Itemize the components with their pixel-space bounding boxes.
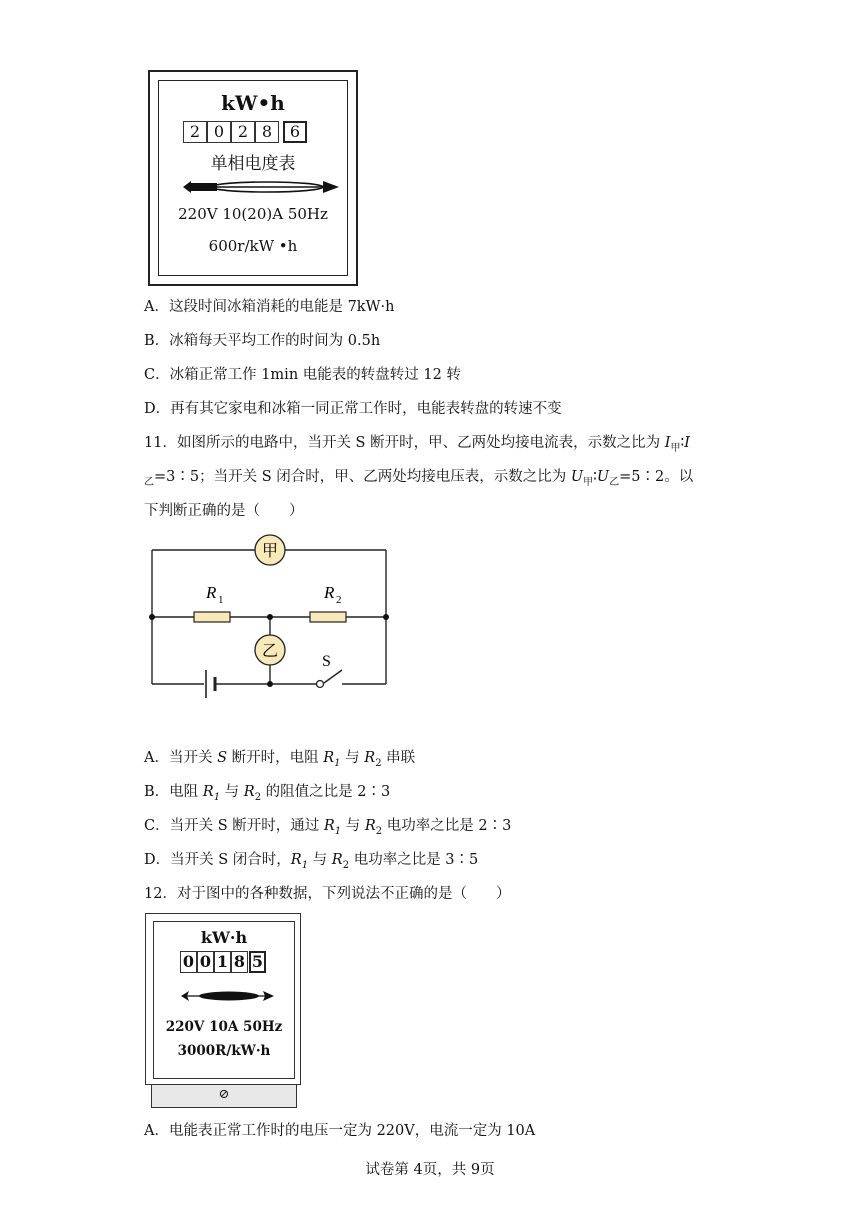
meter-specs: 220V 10A 50Hz [165,1019,283,1035]
stem-text: =5∶2。以 [619,469,694,485]
option-a: A．这段时间冰箱消耗的电能是 7kW·h [144,299,395,315]
rotating-disc-arrow-icon [179,988,275,1004]
text: 电功率之比是 2∶3 [382,818,512,834]
circuit-diagram [140,534,400,704]
question-12-stem: 12．对于图中的各种数据，下列说法不正确的是（ ） [144,886,511,902]
subscript: 1 [213,791,221,803]
option-d [144,850,478,876]
meter-digit: 2 [231,121,255,143]
meter-revolutions: 600r/kW •h [208,237,298,255]
meter-digits [183,121,307,143]
stem-text: 11．如图所示的电路中，当开关 S 断开时，甲、乙两处均接电流表，示数之比为 [144,435,665,451]
text: 串联 [381,750,416,766]
stem-text: =3∶5；当开关 S 闭合时，甲、乙两处均接电压表，示数之比为 [154,469,571,485]
r1-subscript: 1 [218,594,224,606]
junction-dot [149,614,155,620]
subscript: 1 [301,859,309,871]
option-b: B．冰箱每天平均工作的时间为 0.5h [144,333,381,349]
meter-digit: 1 [214,951,231,973]
meter-unit: kW·h [200,928,248,947]
subscript: 乙 [144,476,154,488]
subscript: 2 [254,791,262,803]
text: B．电阻 [144,784,203,800]
meter-digit-decimal: 6 [283,121,307,143]
text: 与 [341,818,365,834]
subscript: 2 [375,825,383,837]
option-c: C．冰箱正常工作 1min 电能表的转盘转过 12 转 [144,367,461,383]
junction-dot [267,614,273,620]
meter-yi-label: 乙 [261,641,279,660]
current-symbol: I [684,435,690,451]
electric-meter-figure-1 [148,70,358,286]
subscript: 2 [375,757,382,769]
switch-contact [317,681,324,688]
electric-meter-figure-2 [145,913,301,1108]
meter-revolutions: 3000R/kW·h [177,1043,271,1059]
text: 的阻值之比是 2∶3 [261,784,391,800]
subscript: 乙 [609,476,620,488]
subscript: 2 [342,859,350,871]
resistor-r1 [194,612,230,622]
text: 断开时，电阻 [227,750,324,766]
voltage-symbol: U [596,469,610,485]
rotating-disc-arrow-icon [181,177,341,197]
subscript: 甲 [670,442,681,454]
resistor-symbol: R [323,818,335,834]
option-d: D．再有其它家电和冰箱一同正常工作时，电能表转盘的转速不变 [144,401,562,417]
meter-digit: 0 [180,951,197,973]
meter-unit: kW•h [221,91,285,115]
option-a: A．电能表正常工作时的电压一定为 220V，电流一定为 10A [144,1123,536,1139]
switch-symbol: S [217,750,228,766]
meter-name: 单相电度表 [210,154,296,174]
resistor-r2 [310,612,346,622]
text: 与 [220,784,244,800]
resistor-symbol: R [364,750,376,766]
meter-terminal-cover [151,1085,297,1108]
resistor-symbol: R [243,784,255,800]
meter-digit: 0 [197,951,214,973]
meter-jia-label: 甲 [261,541,279,560]
text: A．当开关 [144,750,218,766]
option-a [144,748,415,774]
ratio-sign: ∶ [680,435,685,451]
option-c [144,816,511,842]
r1-label: R [206,583,217,602]
resistor-symbol: R [331,852,343,868]
meter-digit: 2 [183,121,207,143]
option-b [144,782,390,808]
meter-frame [145,913,301,1085]
junction-dot [383,614,389,620]
text: 与 [340,750,365,766]
resistor-symbol: R [290,852,302,868]
resistor-symbol: R [202,784,214,800]
subscript: 甲 [583,476,594,488]
page-footer: 试卷第 4页，共 9页 [365,1162,495,1178]
text: 电功率之比是 3∶5 [349,852,479,868]
meter-face [153,921,295,1079]
meter-digit: 0 [207,121,231,143]
text: C．当开关 S 断开时，通过 [144,818,324,834]
r2-label: R [324,583,335,602]
subscript: 1 [334,757,341,769]
voltage-symbol: U [570,469,584,485]
subscript: 1 [334,825,342,837]
junction-dot [267,681,273,687]
text: 与 [308,852,332,868]
meter-digit: 8 [231,951,248,973]
meter-specs: 220V 10(20)A 50Hz [178,205,328,223]
meter-face [158,80,348,276]
question-11-line-3: 下判断正确的是（ ） [144,503,304,519]
r2-subscript: 2 [336,594,342,606]
current-symbol: I [664,435,671,451]
switch-label: S [322,653,331,670]
resistor-symbol: R [364,818,376,834]
screw-icon: ⊘ [218,1087,230,1102]
ratio-sign: ∶ [593,469,597,485]
question-11-line-2 [144,467,693,493]
question-11-line-1 [144,433,690,459]
meter-digit: 8 [255,121,279,143]
meter-digit-decimal: 5 [249,951,266,973]
resistor-symbol: R [323,750,335,766]
text: D．当开关 S 闭合时， [144,852,291,868]
meter-digits [180,951,266,973]
